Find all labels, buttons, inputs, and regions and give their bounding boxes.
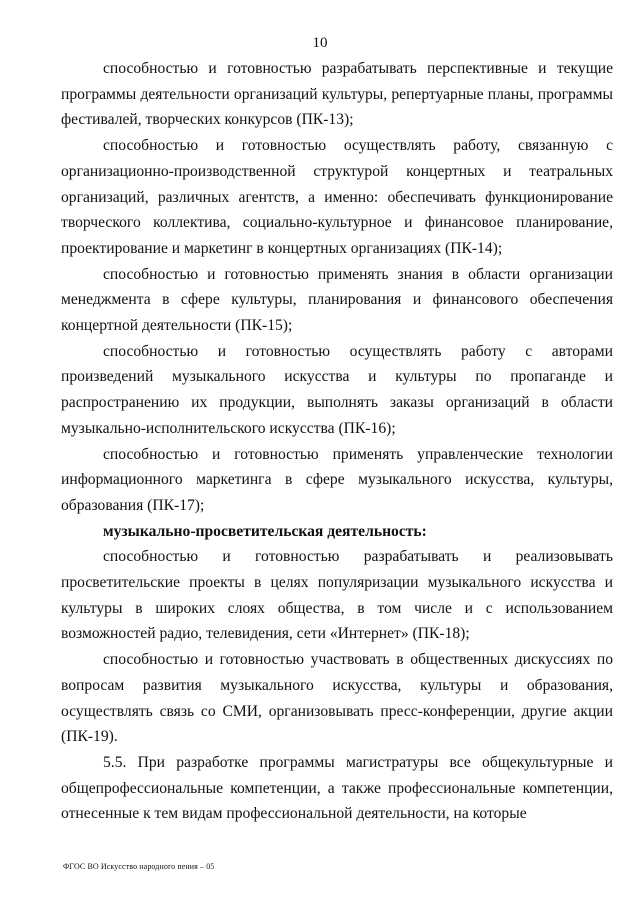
section-heading: музыкально-просветительская деятельность:: [103, 522, 427, 540]
paragraph-pk-13: способностью и готовностью разрабатывать перспективные и текущие программы деятельности организаций культуры, репертуарные планы, программы фестивалей, творческих конкурсов (ПК-13);: [61, 60, 613, 129]
paragraph-pk-14: способностью и готовностью осуществлять работу, связанную с организационно-производственной структурой концертных и театральных организаций, различных агентств, а именно: обеспечивать функционирование творческого коллектива, социально-культурное и финансовое планирование, проектирование и маркетинг в концертных организациях (ПК-14);: [61, 137, 613, 257]
paragraph-pk-16: способностью и готовностью осуществлять работу с авторами произведений музыкального искусства и культуры по пропаганде и распространению их продукции, выполнять заказы организаций в области музыкально-исполнительского искусства (ПК-16);: [61, 342, 613, 437]
page-number: 10: [312, 35, 328, 51]
footer-text: ФГОС ВО Искусство народного пения – 05: [63, 862, 215, 871]
paragraph-pk-17: способностью и готовностью применять управленческие технологии информационного маркетинга в сфере музыкального искусства, культуры, образования (ПК-17);: [61, 445, 613, 514]
paragraph-pk-15: способностью и готовностью применять знания в области организации менеджмента в сфере культуры, планирования и финансового обеспечения концертной деятельности (ПК-15);: [61, 265, 613, 335]
document-body: [61, 56, 613, 827]
paragraph-pk-19: способностью и готовностью участвовать в общественных дискуссиях по вопросам развития музыкального искусства, культуры и образования, осуществлять связь со СМИ, организовывать пресс-конференции, другие акции (ПК-19).: [61, 651, 613, 746]
paragraph-5-5: 5.5. При разработке программы магистратуры все общекультурные и общепрофессиональные компетенции, а также профессиональные компетенции, отнесенные к тем видам профессиональной деятельности, на которые: [61, 753, 613, 823]
paragraph-pk-18: способностью и готовностью разрабатывать и реализовывать просветительские проекты в целях популяризации музыкального искусства и культуры в широких слоях общества, в том числе и с использованием возможностей радио, телевидения, сети «Интернет» (ПК-18);: [61, 548, 613, 643]
